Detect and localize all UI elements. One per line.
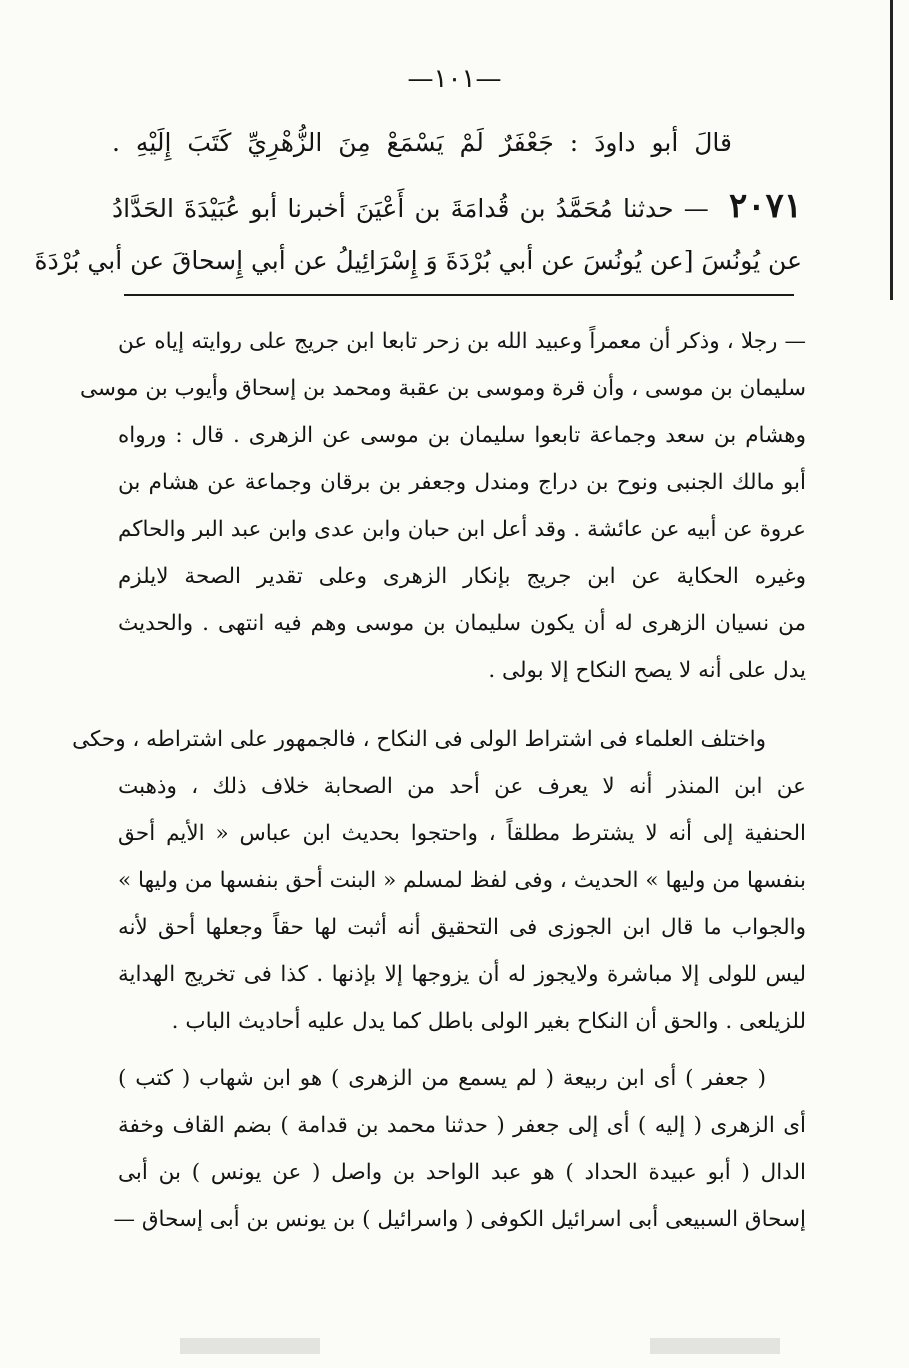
commentary-line: أى الزهرى ( إليه ) أى إلى جعفر ( حدثنا محمد بن قدامة ) بضم القاف وخفة: [118, 1113, 806, 1138]
commentary-line: سليمان بن موسى ، وأن قرة وموسى بن عقبة ومحمد بن إسحاق وأيوب بن موسى: [79, 376, 806, 401]
commentary-line: والجواب ما قال ابن الجوزى فى التحقيق أنه أثبت لها حقاً وجعلها أحق لأنه: [118, 915, 806, 940]
commentary-line: الحنفية إلى أنه لا يشترط مطلقاً ، واحتجوا بحديث ابن عباس « الأيم أحق: [118, 821, 806, 846]
commentary-line: بنفسها من وليها » الحديث ، وفى لفظ لمسلم « البنت أحق بنفسها من وليها »: [118, 868, 806, 893]
hadith-line-1: قالَ أبو داودَ : جَعْفَرٌ لَمْ يَسْمَعْ مِنَ الزُّهْرِيِّ كَتَبَ إِلَيْهِ .: [112, 128, 732, 157]
commentary-line: يدل على أنه لا يصح النكاح إلا بولى .: [488, 658, 806, 683]
commentary-line: للزيلعى . والحق أن النكاح بغير الولى باطل كما يدل عليه أحاديث الباب .: [171, 1009, 806, 1034]
commentary-line: عروة عن أبيه عن عائشة . وقد أعل ابن حبان وابن عدى وابن عبد البر والحاكم: [118, 517, 806, 542]
hadith-line-2: [112, 186, 802, 226]
binding-edge-line: [890, 0, 893, 300]
commentary-paragraph-3: [113, 1055, 806, 1243]
page-number: —١٠١—: [407, 64, 502, 94]
commentary-block: [72, 318, 806, 1243]
separator-rule: [124, 294, 794, 296]
commentary-line: ليس للولى إلا مباشرة ولايجوز له أن يزوجها إلا بإذنها . كذا فى تخريج الهداية: [118, 962, 806, 987]
commentary-line: وغيره الحكاية عن ابن جريج بإنكار الزهرى وعلى تقدير الصحة لايلزم: [118, 564, 806, 589]
commentary-paragraph-2: [72, 716, 806, 1045]
commentary-line: ( جعفر ) أى ابن ربيعة ( لم يسمع من الزهرى ) هو ابن شهاب ( كتب ): [118, 1066, 766, 1091]
commentary-line: واختلف العلماء فى اشتراط الولى فى النكاح ، فالجمهور على اشتراطه ، وحكى: [72, 727, 766, 752]
commentary-line: عن ابن المنذر أنه لا يعرف عن أحد من الصحابة خلاف ذلك ، وذهبت: [118, 774, 806, 799]
hadith-isnad-text: — حدثنا مُحَمَّدُ بن قُدامَةَ بن أَعْيَنَ أخبرنا أبو عُبَيْدَةَ الحَدَّادُ: [112, 194, 709, 223]
scan-smudge: [180, 1338, 320, 1354]
commentary-line: من نسيان الزهرى له أن يكون سليمان بن موسى وهم فيه انتهى . والحديث: [118, 611, 806, 636]
commentary-line: وهشام بن سعد وجماعة تابعوا سليمان بن موسى عن الزهرى . قال : ورواه: [118, 423, 806, 448]
commentary-line: الدال ( أبو عبيدة الحداد ) هو عبد الواحد بن واصل ( عن يونس ) بن أبى: [118, 1160, 806, 1185]
hadith-number: ٢٠٧١: [728, 186, 802, 226]
scan-smudge: [650, 1338, 780, 1354]
hadith-line-3: عن يُونُسَ [عن يُونُسَ عن أبي بُرْدَةَ وَ إِسْرَائِيلُ عن أبي إِسحاقَ عن أبي بُرْدَةَ: [34, 246, 802, 275]
commentary-line: أبو مالك الجنبى ونوح بن دراج ومندل وجعفر بن برقان وجماعة عن هشام بن: [118, 470, 806, 495]
commentary-line: إسحاق السبيعى أبى اسرائيل الكوفى ( واسرائيل ) بن يونس بن أبى إسحاق —: [113, 1207, 806, 1232]
commentary-line: — رجلا ، وذكر أن معمراً وعبيد الله بن زحر تابعا ابن جريج على روايته إياه عن: [118, 329, 806, 354]
commentary-paragraph-1: [79, 318, 806, 694]
